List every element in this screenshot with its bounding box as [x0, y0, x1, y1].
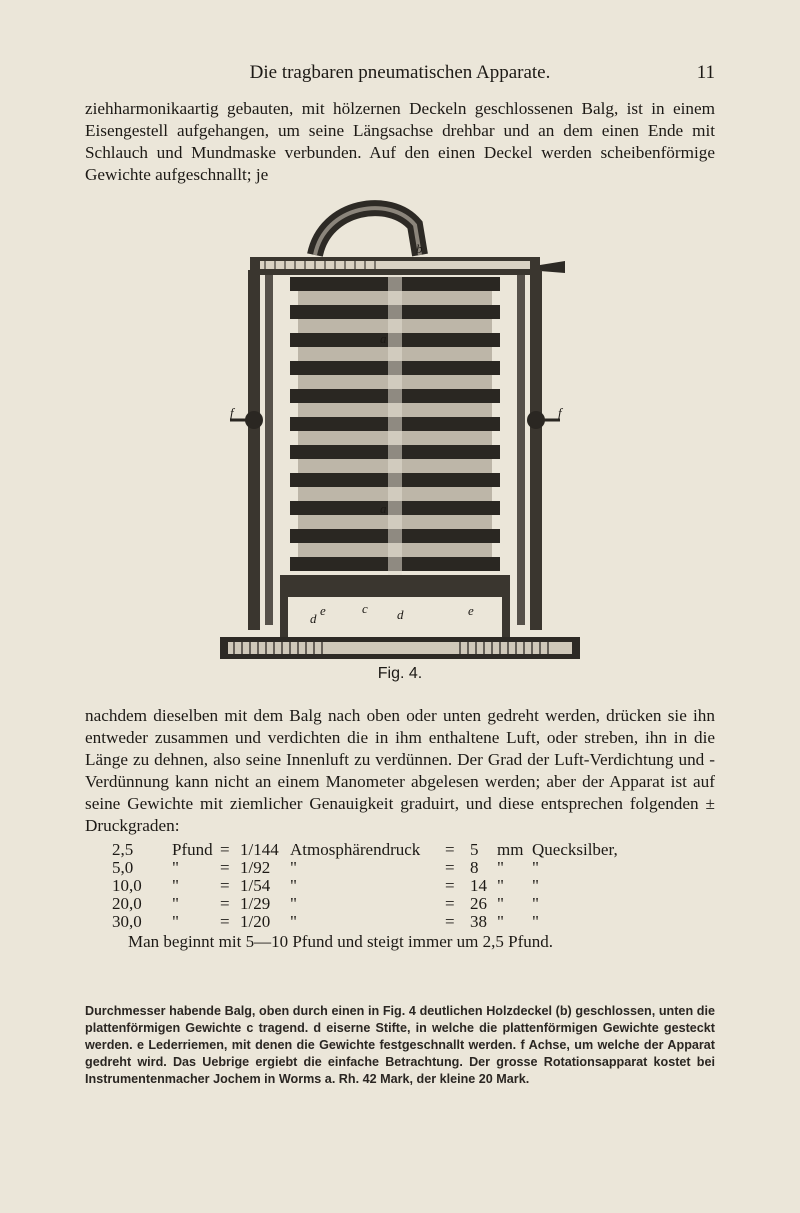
label-d-left: d: [310, 611, 317, 626]
label-d-right: d: [397, 607, 404, 622]
label-a-top: a: [380, 331, 387, 346]
label-f-right: f: [558, 405, 562, 420]
running-header: [85, 60, 715, 90]
label-e-right: e: [468, 603, 474, 618]
frame-right: [530, 270, 542, 630]
footnote: Durchmesser habende Balg, oben durch einen in Fig. 4 deutlichen Holzdeckel (b) geschlossen, unten die plattenförmigen Gewichte c tragend. d eiserne Stifte, in welche die plattenförmigen Gewichte gesteckt werden. e Lederriemen, mit denen die Gewichte festgeschnallt werden. f Achse, um welche der Apparat gedreht wird. Das Uebrige ergiebt die einfache Betrachtung. Der grosse Rotationsapparat kostet bei Instrumentenmacher Jochem in Worms a. Rh. 42 Mark, der kleine 20 Mark.: [85, 1004, 715, 1086]
table-row: 30,0 " = 1/20 " = 38 " ": [112, 912, 539, 931]
label-f-left: f: [230, 405, 234, 420]
table-row: 20,0 " = 1/29 " = 26 " ": [112, 894, 539, 913]
table-row: 10,0 " = 1/54 " = 14 " ": [112, 876, 539, 895]
paragraph-top: ziehharmonikaartig gebauten, mit hölzernen Deckeln geschlossenen Balg, ist in einem Eisengestell aufgehangen, um seine Längsachse drehbar und an dem einen Ende mit Schlauch und Mundmaske verbunden. Auf den einen Deckel werden scheibenförmige Gewichte aufgeschnallt; je: [85, 99, 715, 184]
page-number: 11: [696, 62, 715, 83]
table-row: 2,5 Pfund = 1/144 Atmosphärendruck = 5 mm Quecksilber,: [112, 840, 618, 859]
label-a-bottom: a: [380, 501, 387, 516]
summary-line: Man beginnt mit 5—10 Pfund und steigt immer um 2,5 Pfund.: [128, 932, 553, 951]
table-row: 5,0 " = 1/92 " = 8 " ": [112, 858, 539, 877]
pressure-table: [112, 840, 712, 930]
label-b: b: [416, 241, 423, 256]
label-c: c: [362, 601, 368, 616]
figure-caption: Fig. 4.: [377, 665, 423, 682]
label-e-left: e: [320, 603, 326, 618]
paragraph-middle: nachdem dieselben mit dem Balg nach oben oder unten gedreht werden, drücken sie ihn entweder zusammen und verdichten die in ihm enthaltene Luft, oder streben, ihn in die Länge zu dehnen, also seine Innenluft zu verdünnen. Der Grad der Luft-Verdichtung und -Verdünnung kann nicht an einem Manometer abgelesen werden; aber der Apparat ist auf seine Gewichte mit ziemlicher Genauigkeit graduirt, und diese entsprechen folgenden ± Druckgraden:: [85, 706, 715, 835]
running-title: Die tragbaren pneumatischen Apparate.: [249, 62, 551, 83]
bellows-apparatus-figure: [220, 195, 580, 660]
frame-left: [248, 270, 260, 630]
